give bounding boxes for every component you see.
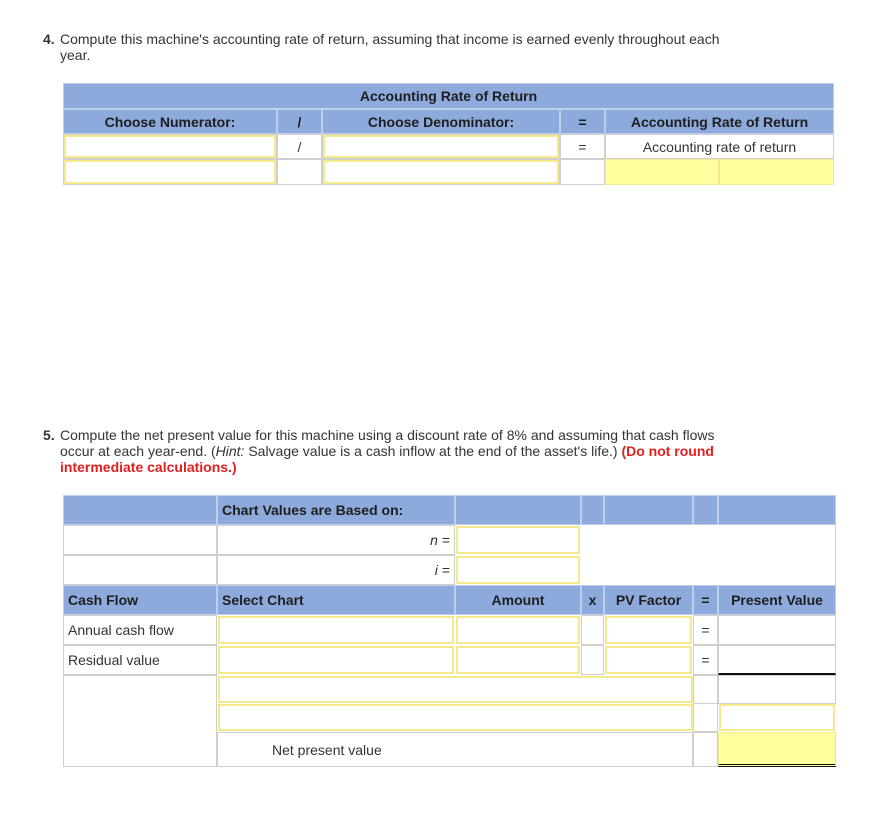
npv-value-input[interactable] — [718, 732, 836, 767]
hdr-blank-6 — [718, 495, 836, 525]
hdr-blank-4 — [604, 495, 693, 525]
question-text: Compute the net present value for this machine using a discount rate of 8% and assuming that cash flows occur at each year-end. (Hint: Salvage value is a cash inflow at the end of the asset's life.) (Do not round intermediate calculations.) — [60, 427, 715, 475]
n-input[interactable] — [456, 526, 580, 554]
col-select-chart: Select Chart — [217, 585, 455, 615]
npv-label: Net present value — [217, 732, 693, 767]
hdr-blank-5 — [693, 495, 718, 525]
numerator-input-2[interactable] — [64, 160, 276, 184]
residual-x-cell — [581, 645, 604, 675]
extra-input-1[interactable] — [218, 676, 693, 703]
hdr-blank-2 — [455, 495, 581, 525]
residual-amount-input[interactable] — [456, 646, 580, 674]
residual-present-value[interactable] — [718, 645, 836, 675]
n-label: n = — [217, 525, 455, 555]
annual-present-value[interactable] — [718, 615, 836, 645]
annual-pv-factor-input[interactable] — [605, 616, 692, 644]
denominator-select-1[interactable] — [323, 135, 559, 158]
col-equals: = — [693, 585, 718, 615]
row1-result-label: Accounting rate of return — [605, 134, 834, 159]
npv-gap — [693, 732, 718, 767]
question-4 — [43, 31, 743, 63]
row-residual-value: Residual value — [63, 645, 217, 675]
residual-equals: = — [693, 645, 718, 675]
row1-equals: = — [560, 134, 605, 159]
question-5 — [43, 427, 743, 475]
row1-slash: / — [277, 134, 322, 159]
arr-percent-input[interactable] — [719, 159, 834, 185]
col-present-value: Present Value — [718, 585, 836, 615]
row2-slash-cell — [277, 159, 322, 185]
rounding-warning: (Do not round intermediate calculations.) — [60, 443, 714, 475]
i-row-blank — [63, 555, 217, 585]
row2-equals-cell — [560, 159, 605, 185]
residual-pv-factor-input[interactable] — [605, 646, 692, 674]
annual-equals: = — [693, 615, 718, 645]
numerator-select-1[interactable] — [64, 135, 276, 158]
row-annual-cash-flow: Annual cash flow — [63, 615, 217, 645]
annual-x-cell — [581, 615, 604, 645]
chart-based-label: Chart Values are Based on: — [217, 495, 455, 525]
equals-header: = — [560, 109, 605, 134]
arr-result-input[interactable] — [605, 159, 719, 185]
annual-amount-input[interactable] — [456, 616, 580, 644]
question-text: Compute this machine's accounting rate of return, assuming that income is earned evenly throughout each year. — [60, 31, 720, 63]
hint-label: Hint: — [215, 443, 245, 459]
extra-2-value[interactable] — [719, 704, 835, 731]
i-input[interactable] — [456, 556, 580, 584]
residual-select-chart[interactable] — [218, 646, 454, 674]
n-row-blank — [63, 525, 217, 555]
numerator-header: Choose Numerator: — [63, 109, 277, 134]
lower-left-blank — [63, 675, 217, 767]
denominator-header: Choose Denominator: — [322, 109, 560, 134]
hdr-blank-3 — [581, 495, 604, 525]
i-label: i = — [217, 555, 455, 585]
col-amount: Amount — [455, 585, 581, 615]
extra-1-value — [718, 675, 836, 704]
question-number: 5. — [43, 427, 55, 443]
n-i-rightblank — [581, 525, 836, 585]
extra-input-2[interactable] — [218, 704, 693, 731]
col-x: x — [581, 585, 604, 615]
extra-1-gap — [693, 675, 718, 704]
question-number: 4. — [43, 31, 55, 47]
hdr-blank-1 — [63, 495, 217, 525]
result-header: Accounting Rate of Return — [605, 109, 834, 134]
denominator-input-2[interactable] — [323, 160, 559, 184]
extra-2-gap — [693, 703, 718, 732]
annual-select-chart[interactable] — [218, 616, 454, 644]
slash-header: / — [277, 109, 322, 134]
arr-title: Accounting Rate of Return — [63, 83, 834, 109]
col-pv-factor: PV Factor — [604, 585, 693, 615]
col-cash-flow: Cash Flow — [63, 585, 217, 615]
